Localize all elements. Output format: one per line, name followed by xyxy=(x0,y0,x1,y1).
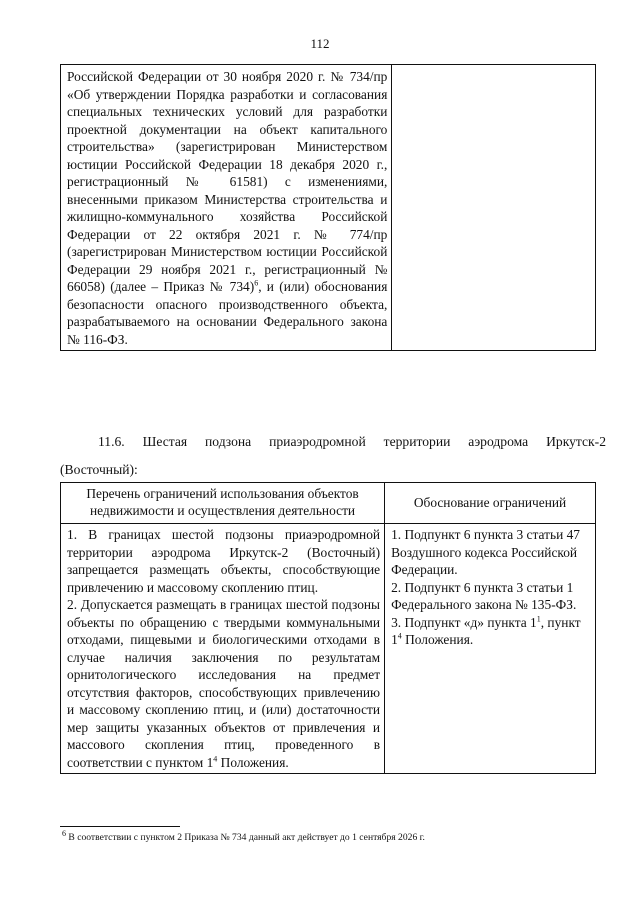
restriction-item-2-text: 2. Допускается размещать в границах шестой подзоны объекты по обращению с твердыми коммунальными отходами, пищевыми и биологическими отходами в случае наличия заключения по результатам орнитологического исследования на предмет отсутствия факторов, способствующих привлечению и массовому скоплению птиц, и (или) достаточности мер защиты указанных объектов от привлечения и массового скопления птиц, проведенного в соответствии с пунктом 1 xyxy=(67,597,381,770)
justification-item-2: 2. Подпункт 6 пункта 3 статьи 1 Федерального закона № 135-ФЗ. xyxy=(391,579,577,612)
header-restrictions: Перечень ограничений использования объектов недвижимости и осуществления деятельности xyxy=(61,483,385,524)
section-heading-line2: (Восточный): xyxy=(60,462,138,477)
justification-item-3-sup2: 4 xyxy=(397,631,402,641)
justification-list xyxy=(391,526,591,649)
justification-item-3-sup1: 1 xyxy=(536,614,541,624)
continued-right-cell xyxy=(392,65,596,351)
restriction-item-2-sup: 4 xyxy=(213,754,218,764)
header-justification: Обоснование ограничений xyxy=(385,483,596,524)
footnote-marker: 6 xyxy=(62,828,66,838)
footnote-ref-6: 6 xyxy=(254,278,259,288)
justification-item-3-mid: , пункт 1 xyxy=(391,614,581,647)
continued-left-text-tail: , и (или) обоснования безопасности опасного производственного объекта, разрабатываемого на основании Федерального закона № 116-ФЗ. xyxy=(67,279,388,347)
table-row xyxy=(61,524,596,774)
justification-item-3 xyxy=(391,614,591,649)
restrictions-cell xyxy=(61,524,385,774)
table-header-row xyxy=(61,483,596,524)
footnote-text: В соответствии с пунктом 2 Приказа № 734 данный акт действует до 1 сентября 2026 г. xyxy=(66,832,425,843)
footnote xyxy=(62,828,622,844)
justification-cell xyxy=(385,524,596,774)
justification-item-3-text: 3. Подпункт «д» пункта 1 xyxy=(391,614,537,630)
restriction-item-1: 1. В границах шестой подзоны приаэродромной территории аэродрома Иркутск-2 (Восточный) запрещается размещать объекты, способствующие привлечению и массовому скоплению птиц. xyxy=(67,527,381,595)
justification-item-1: 1. Подпункт 6 пункта 3 статьи 47 Воздушного кодекса Российской Федерации. xyxy=(391,527,580,577)
page-number: 112 xyxy=(310,36,330,51)
footnote-divider xyxy=(60,826,180,827)
continued-left-text: Российской Федерации от 30 ноября 2020 г. № 734/пр «Об утверждении Порядка разработки и согласования специальных технических условий для разработки проектной документации на объект капитального строительства» (зарегистрирован Министерством юстиции Российской Федерации 18 декабря 2020 г., регистрационный № 61581) с изменениями, внесенными приказом Министерства строительства и жилищно-коммунального хозяйства Российской Федерации от 22 октября 2021 г. № 774/пр (зарегистрирован Министерством юстиции Российской Федерации 29 ноября 2021 г., регистрационный № 66058) (далее – Приказ № 734) xyxy=(67,69,388,294)
continued-table xyxy=(60,64,596,351)
justification-item-3-tail: Положения. xyxy=(401,632,474,647)
restriction-item-2-tail: Положения. xyxy=(217,754,289,770)
restrictions-table xyxy=(60,482,596,774)
restriction-item-2 xyxy=(67,596,380,771)
section-heading xyxy=(60,428,606,484)
section-heading-line1: 11.6. Шестая подзона приаэродромной территории аэродрома Иркутск-2 xyxy=(98,434,606,449)
continued-left-cell xyxy=(61,65,392,351)
